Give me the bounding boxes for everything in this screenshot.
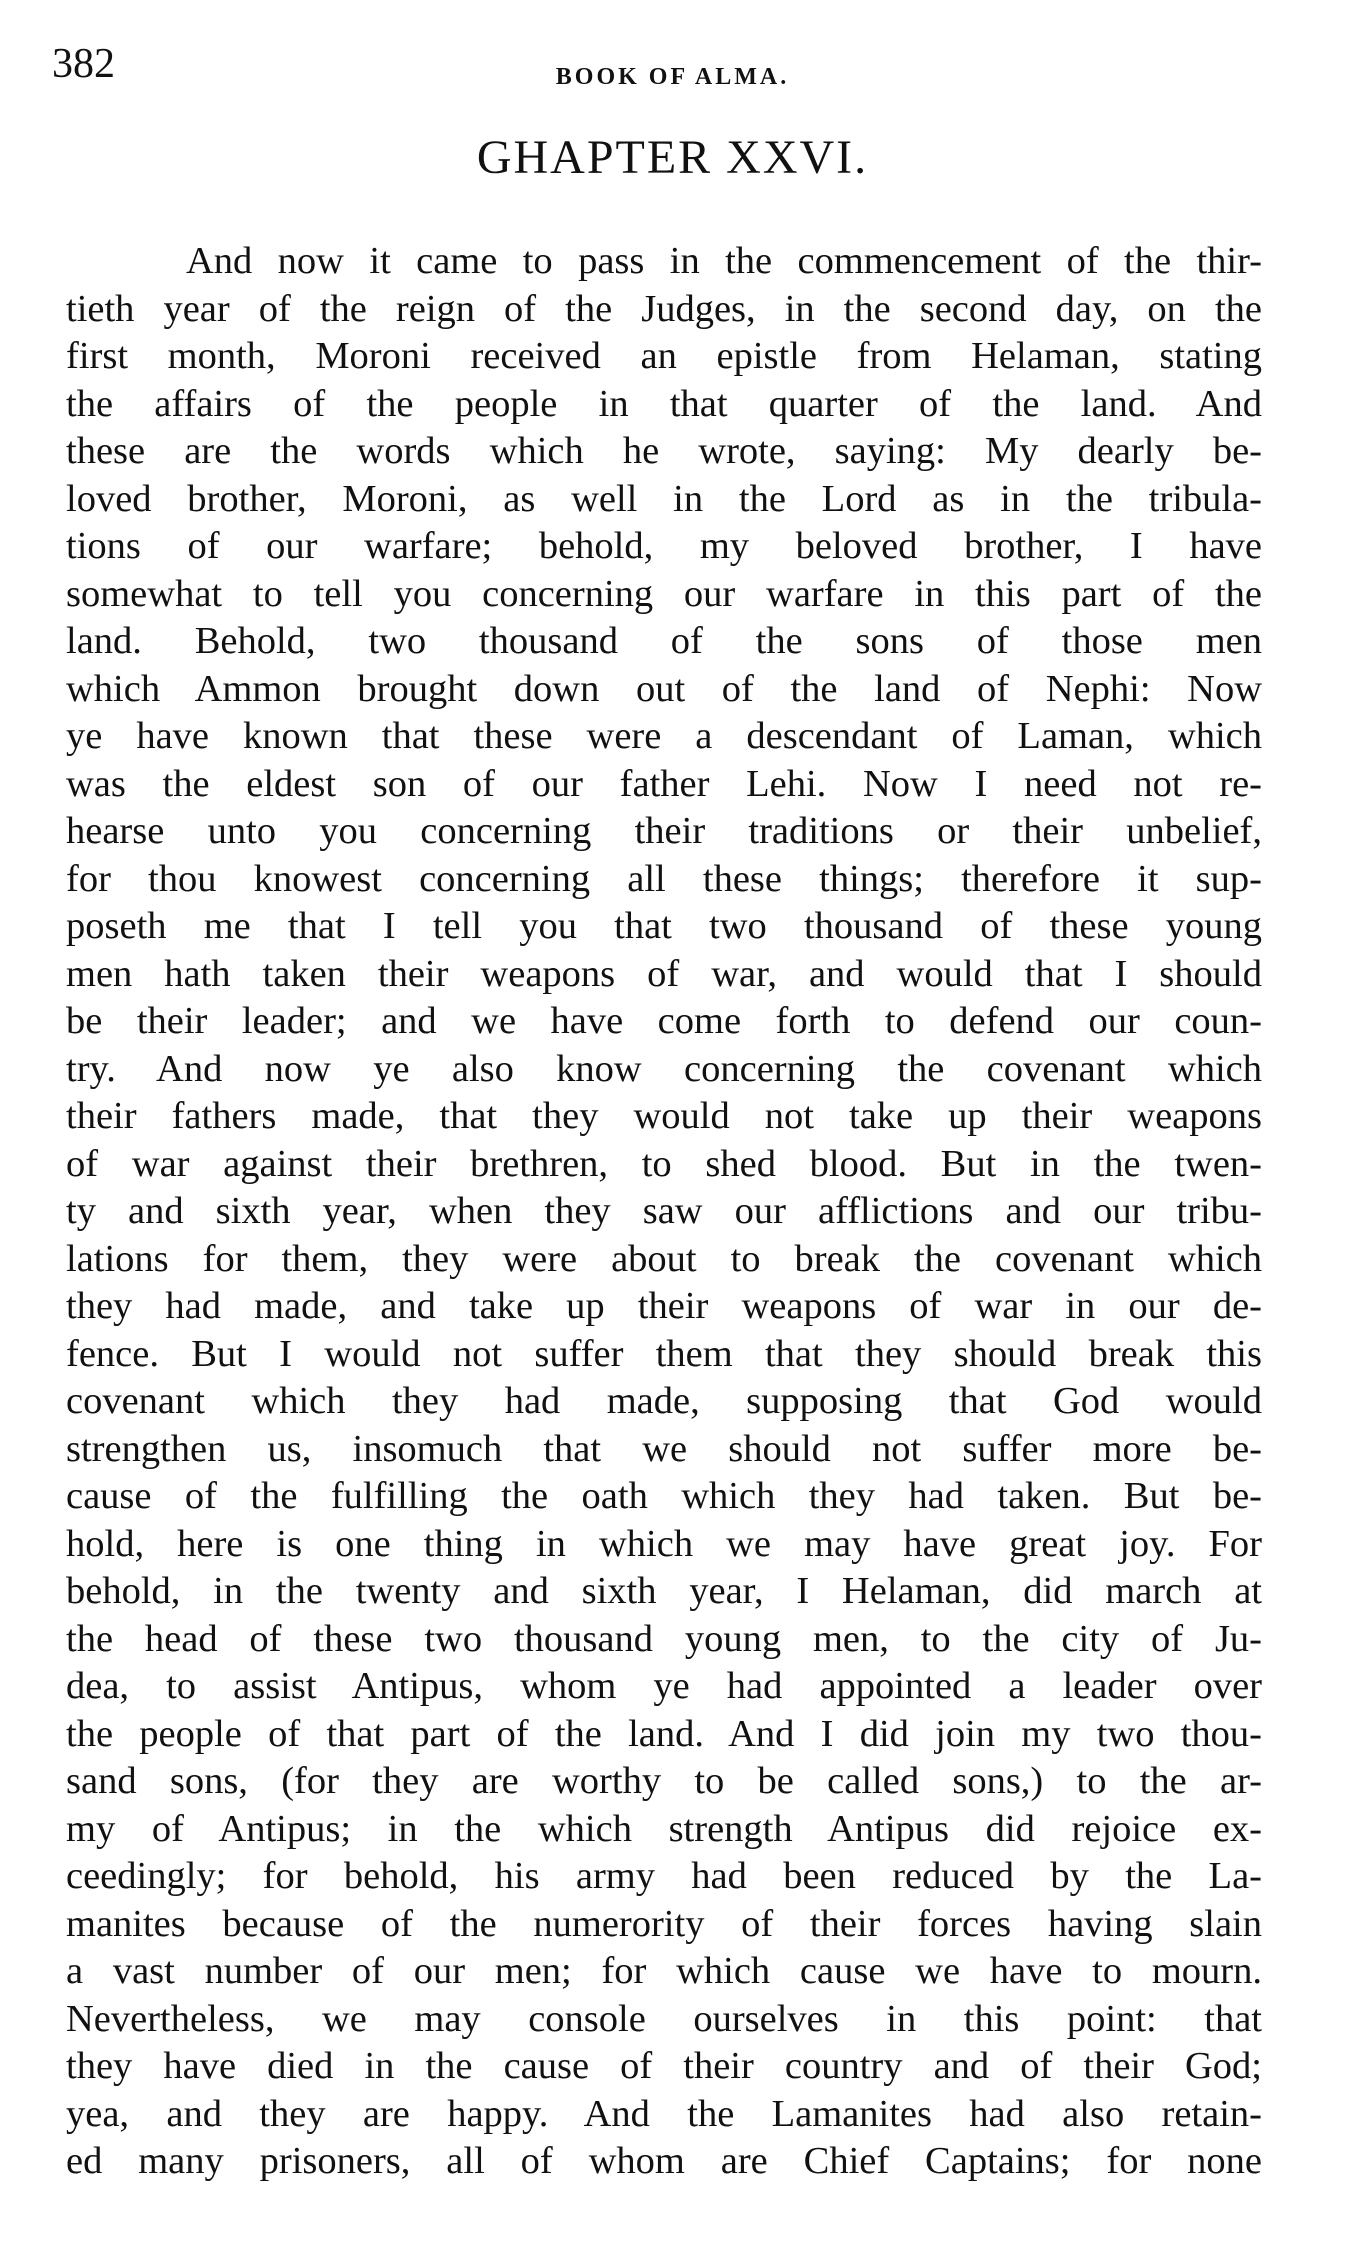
text-line: ty and sixth year, when they saw our afflictions and our tribu-	[66, 1190, 1262, 1232]
text-line: cause of the fulfilling the oath which they had taken. But be-	[66, 1475, 1262, 1517]
text-line: hearse unto you concerning their traditions or their unbelief,	[66, 810, 1262, 852]
text-line: hold, here is one thing in which we may have great joy. For	[66, 1522, 1262, 1565]
text-line: for thou knowest concerning all these things; therefore it sup-	[66, 857, 1262, 900]
text-line: behold, in the twenty and sixth year, I Helaman, did march at	[66, 1570, 1262, 1612]
text-line: men hath taken their weapons of war, and would that I should	[66, 952, 1262, 995]
text-line: try. And now ye also know concerning the covenant which	[66, 1047, 1262, 1090]
text-line: my of Antipus; in the which strength Antipus did rejoice ex-	[66, 1807, 1262, 1850]
text-line: ed many prisoners, all of whom are Chief Captains; for none	[66, 2140, 1262, 2182]
text-line: their fathers made, that they would not take up their weapons	[66, 1095, 1262, 1137]
text-line: manites because of the numerority of their forces having slain	[66, 1902, 1262, 1945]
text-line: Nevertheless, we may console ourselves in this point: that	[66, 1997, 1262, 2040]
text-line: yea, and they are happy. And the Lamanites had also retain-	[66, 2092, 1262, 2135]
text-line: somewhat to tell you concerning our warfare in this part of the	[66, 572, 1262, 615]
text-line: tions of our warfare; behold, my beloved brother, I have	[66, 525, 1262, 567]
text-line: poseth me that I tell you that two thousand of these young	[66, 905, 1262, 947]
text-line: of war against their brethren, to shed blood. But in the twen-	[66, 1142, 1262, 1185]
text-line: be their leader; and we have come forth to defend our coun-	[66, 1000, 1262, 1042]
text-line: which Ammon brought down out of the land of Nephi: Now	[66, 667, 1262, 710]
text-line: loved brother, Moroni, as well in the Lord as in the tribula-	[66, 477, 1262, 520]
running-head: BOOK OF ALMA.	[555, 64, 790, 90]
text-line: lations for them, they were about to break the covenant which	[66, 1237, 1262, 1280]
text-line: dea, to assist Antipus, whom ye had appointed a leader over	[66, 1665, 1262, 1707]
page-number: 382	[52, 41, 115, 87]
text-line: sand sons, (for they are worthy to be called sons,) to the ar-	[66, 1760, 1262, 1802]
text-line: the head of these two thousand young men, to the city of Ju-	[66, 1617, 1262, 1660]
text-line: they have died in the cause of their country and of their God;	[66, 2045, 1262, 2087]
chapter-title: GHAPTER XXVI.	[476, 131, 869, 184]
text-line: fence. But I would not suffer them that they should break this	[66, 1332, 1262, 1375]
body-text	[66, 238, 1262, 2186]
text-line: covenant which they had made, supposing that God would	[66, 1380, 1262, 1422]
text-line: ye have known that these were a descendant of Laman, which	[66, 715, 1262, 757]
text-line: strengthen us, insomuch that we should not suffer more be-	[66, 1427, 1262, 1470]
text-line: ceedingly; for behold, his army had been reduced by the La-	[66, 1855, 1262, 1897]
text-line: these are the words which he wrote, saying: My dearly be-	[66, 430, 1262, 472]
text-line: And now it came to pass in the commencement of the thir-	[186, 240, 1262, 282]
text-line: tieth year of the reign of the Judges, in the second day, on the	[66, 287, 1262, 330]
text-line: a vast number of our men; for which cause we have to mourn.	[66, 1950, 1262, 1992]
text-line: land. Behold, two thousand of the sons of those men	[66, 620, 1262, 662]
text-line: first month, Moroni received an epistle from Helaman, stating	[66, 335, 1262, 377]
text-line: they had made, and take up their weapons of war in our de-	[66, 1285, 1262, 1327]
text-line: the affairs of the people in that quarter of the land. And	[66, 382, 1262, 425]
text-line: was the eldest son of our father Lehi. Now I need not re-	[66, 762, 1262, 805]
text-line: the people of that part of the land. And I did join my two thou-	[66, 1712, 1262, 1755]
